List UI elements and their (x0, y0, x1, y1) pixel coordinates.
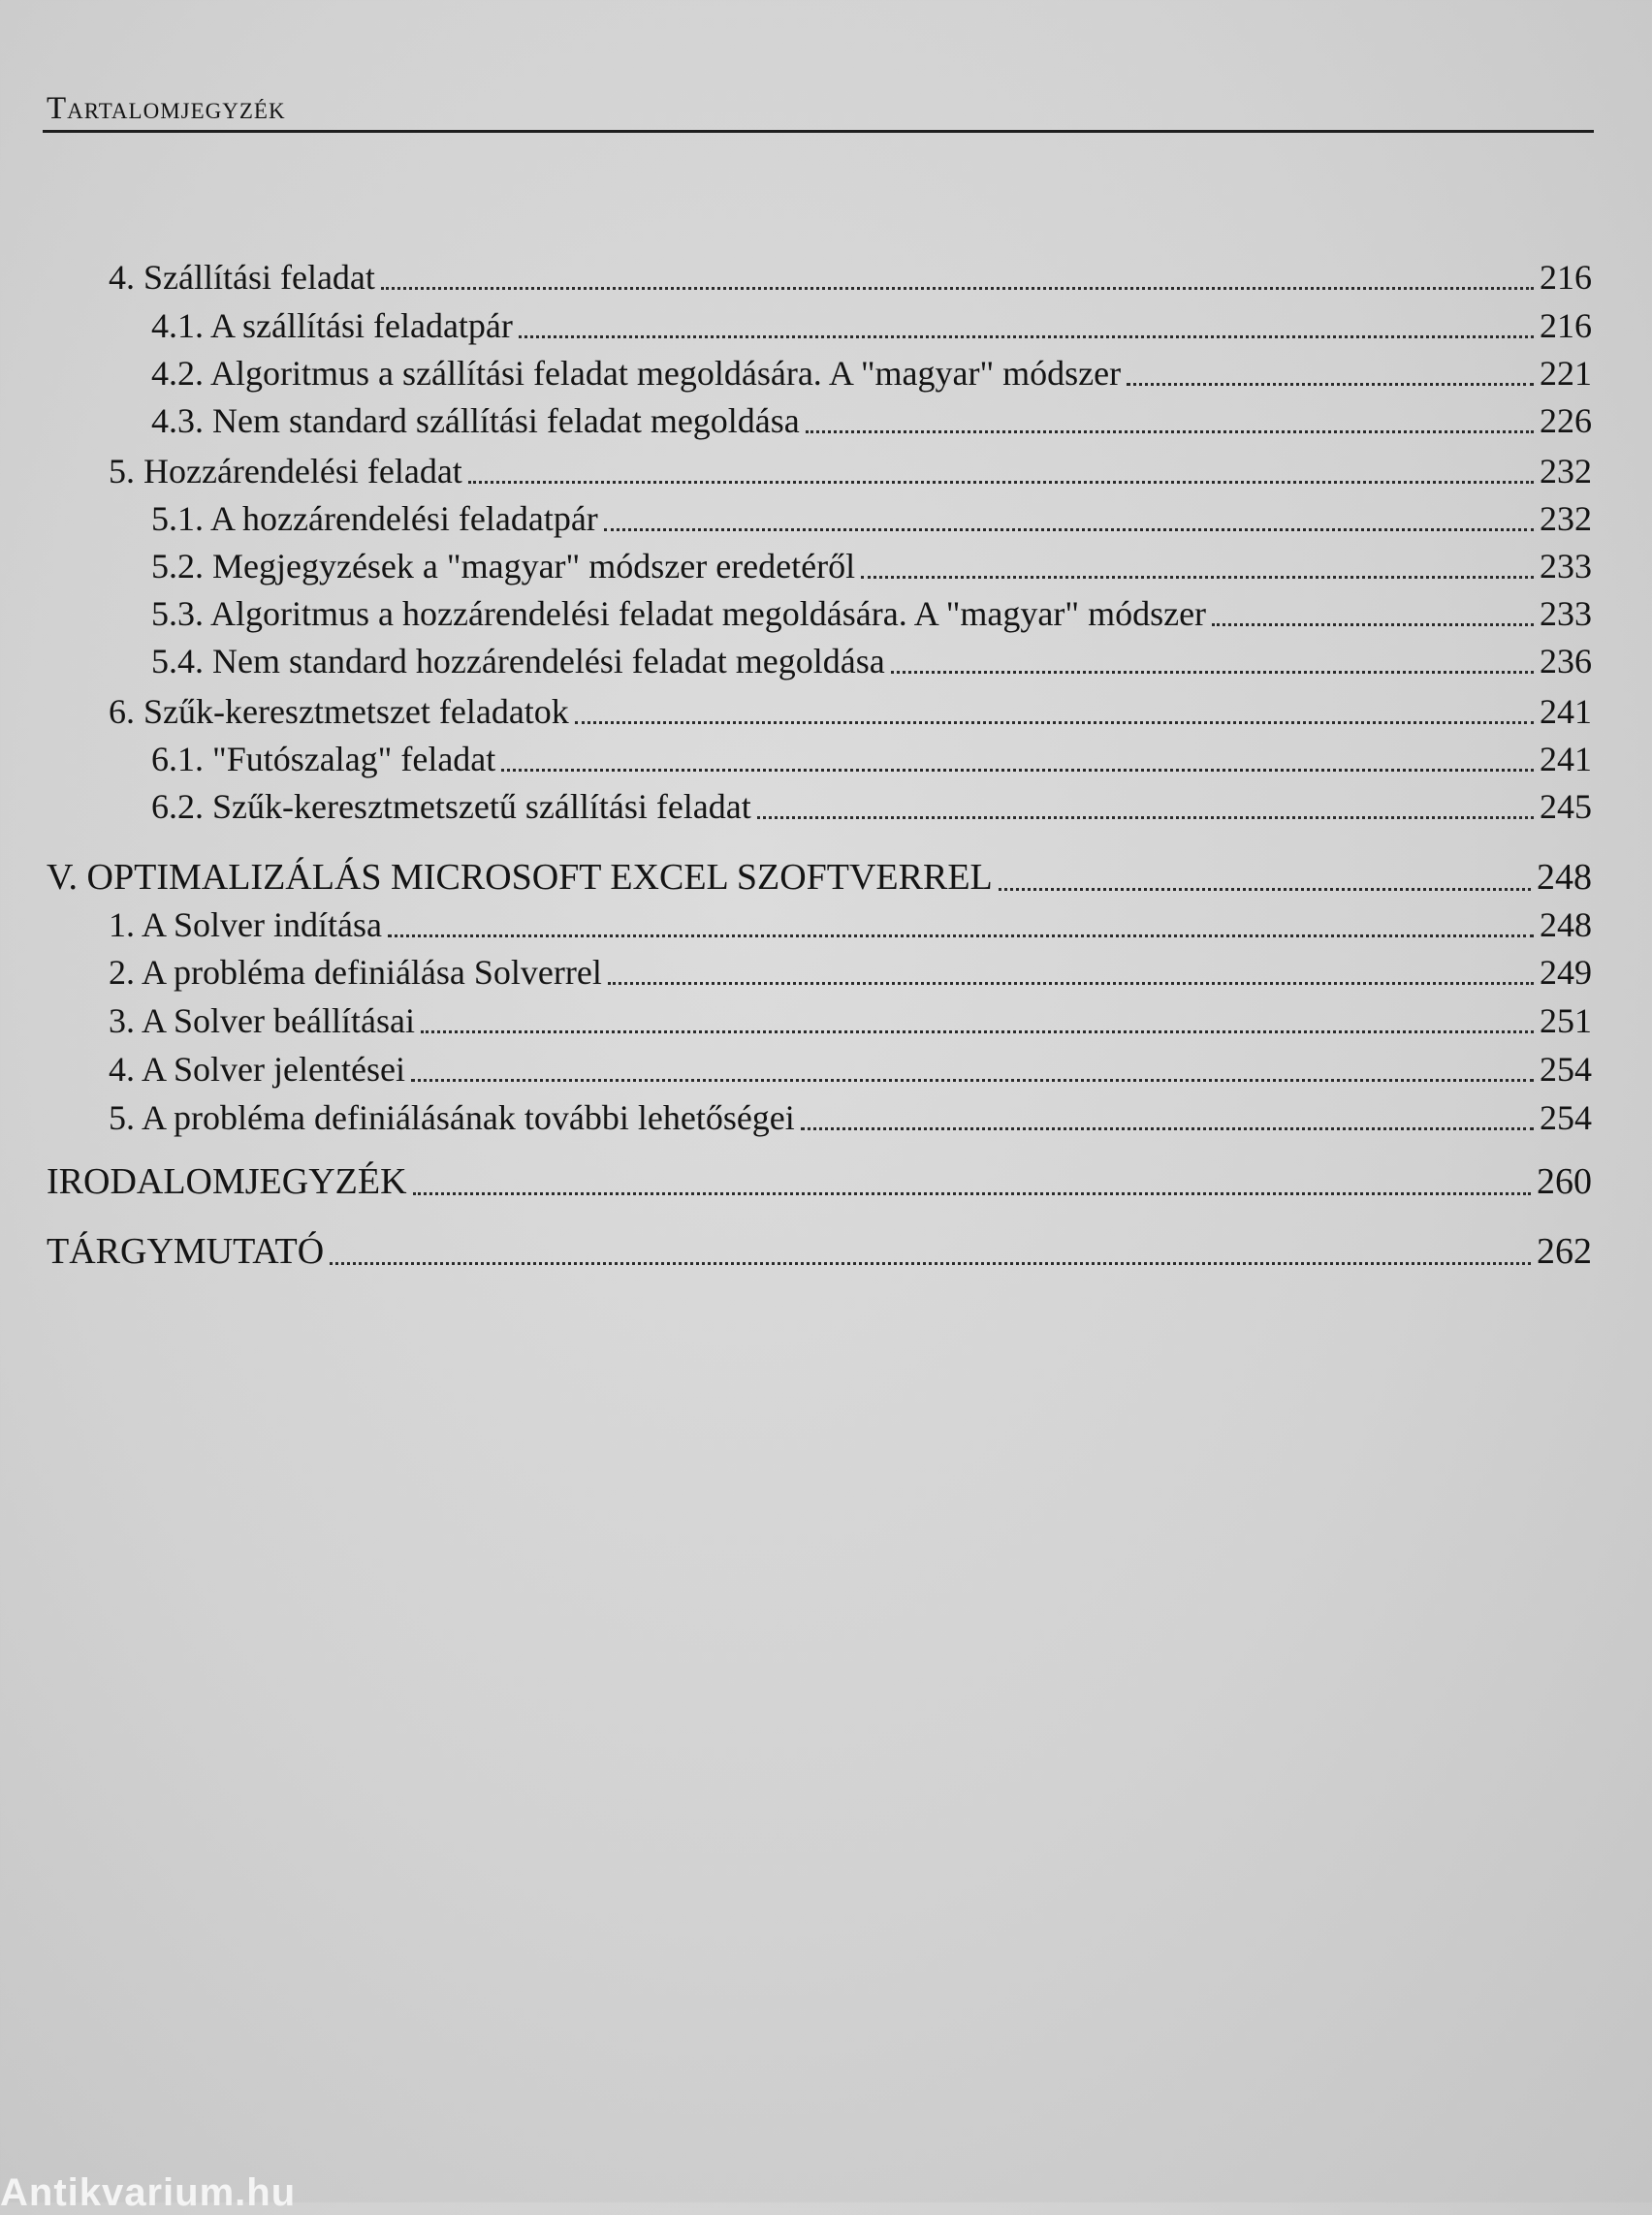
watermark: Antikvarium.hu (0, 2171, 297, 2214)
dot-leader (421, 1030, 1534, 1033)
toc-entry-page: 251 (1540, 1001, 1592, 1040)
toc-entry (151, 308, 1592, 343)
toc-entry (151, 789, 1592, 824)
dot-leader (330, 1262, 1531, 1265)
toc-entry (151, 596, 1592, 631)
toc-entry-page: 249 (1540, 953, 1592, 992)
toc-entry-page: 254 (1540, 1050, 1592, 1089)
toc-entry-title: 5. A probléma definiálásának további lehetőségei (109, 1098, 795, 1137)
dot-leader (388, 934, 1534, 937)
dot-leader (519, 335, 1534, 338)
toc-entry (151, 356, 1592, 391)
toc-entry (151, 742, 1592, 776)
toc-entry-page: 241 (1540, 692, 1592, 731)
dot-leader (501, 769, 1534, 772)
toc-entry-title: 4. A Solver jelentései (109, 1050, 405, 1089)
toc-entry (109, 955, 1592, 990)
toc-entry-page: 232 (1540, 452, 1592, 490)
toc-entry-page: 254 (1540, 1098, 1592, 1137)
toc-entry-title: 6. Szűk-keresztmetszet feladatok (109, 692, 569, 731)
toc-entry-title: 4.3. Nem standard szállítási feladat megoldása (151, 401, 800, 440)
toc-entry-title: 5.2. Megjegyzések a "magyar" módszer eredetéről (151, 547, 856, 585)
toc-entry-title: IRODALOMJEGYZÉK (47, 1161, 407, 1202)
dot-leader (381, 287, 1534, 290)
toc-entry (151, 403, 1592, 438)
toc-entry-title: 5. Hozzárendelési feladat (109, 452, 462, 490)
toc-entry-title: V. OPTIMALIZÁLÁS MICROSOFT EXCEL SZOFTVERREL (47, 857, 993, 898)
dot-leader (575, 721, 1534, 724)
toc-entry-title: 4.1. A szállítási feladatpár (151, 306, 513, 345)
dot-leader (891, 671, 1534, 674)
toc-entry-page: 241 (1540, 740, 1592, 778)
toc-entry (109, 907, 1592, 942)
toc-entry (151, 501, 1592, 536)
toc-entry (109, 1052, 1592, 1087)
toc-entry-page: 221 (1540, 354, 1592, 393)
dot-leader (801, 1127, 1534, 1130)
toc-entry-page: 233 (1540, 594, 1592, 633)
toc-entry-title: 5.3. Algoritmus a hozzárendelési feladat megoldására. A "magyar" módszer (151, 594, 1207, 633)
toc-entry-page: 236 (1540, 642, 1592, 680)
toc-entry-title: 6.2. Szűk-keresztmetszetű szállítási feladat (151, 787, 751, 826)
dot-leader (411, 1079, 1534, 1082)
toc-entry-title: 4. Szállítási feladat (109, 258, 375, 297)
dot-leader (468, 481, 1534, 484)
toc-entry-page: 233 (1540, 547, 1592, 585)
dot-leader (806, 430, 1534, 433)
toc-entry-title: TÁRGYMUTATÓ (47, 1231, 325, 1272)
dot-leader (1212, 623, 1534, 626)
toc-entry (109, 694, 1592, 729)
toc-entry-page: 232 (1540, 499, 1592, 538)
dot-leader (861, 576, 1534, 579)
toc-entry-title: 5.1. A hozzárendelési feladatpár (151, 499, 598, 538)
toc-entry-title: 6.1. "Futószalag" feladat (151, 740, 496, 778)
dot-leader (757, 816, 1534, 819)
toc-entry-page: 216 (1540, 306, 1592, 345)
toc-entry-page: 248 (1540, 905, 1592, 944)
toc-entry-title: 3. A Solver beállításai (109, 1001, 415, 1040)
toc-entry-page: 245 (1540, 787, 1592, 826)
toc-entry-page: 226 (1540, 401, 1592, 440)
dot-leader (999, 888, 1531, 891)
toc-entry (109, 260, 1592, 295)
toc-entry (151, 549, 1592, 584)
toc-entry (151, 644, 1592, 679)
toc-entry-page: 248 (1537, 857, 1592, 898)
dot-leader (1127, 383, 1534, 386)
dot-leader (608, 982, 1534, 985)
toc-entry-page: 216 (1540, 258, 1592, 297)
toc-entry-title: 4.2. Algoritmus a szállítási feladat megoldására. A "magyar" módszer (151, 354, 1122, 393)
dot-leader (413, 1192, 1531, 1195)
toc-entry-title: 2. A probléma definiálása Solverrel (109, 953, 602, 992)
dot-leader (604, 528, 1534, 531)
toc-entry (109, 1100, 1592, 1135)
toc-entry (47, 1163, 1592, 1200)
toc-entry (47, 859, 1592, 896)
toc-entry-title: 5.4. Nem standard hozzárendelési feladat megoldása (151, 642, 885, 680)
toc-entry-page: 260 (1537, 1161, 1592, 1202)
toc-entry (109, 1003, 1592, 1038)
running-header: Tartalomjegyzék (47, 91, 286, 126)
toc-entry-title: 1. A Solver indítása (109, 905, 382, 944)
toc-entry-page: 262 (1537, 1231, 1592, 1272)
toc-entry (109, 454, 1592, 489)
toc-entry (47, 1233, 1592, 1270)
